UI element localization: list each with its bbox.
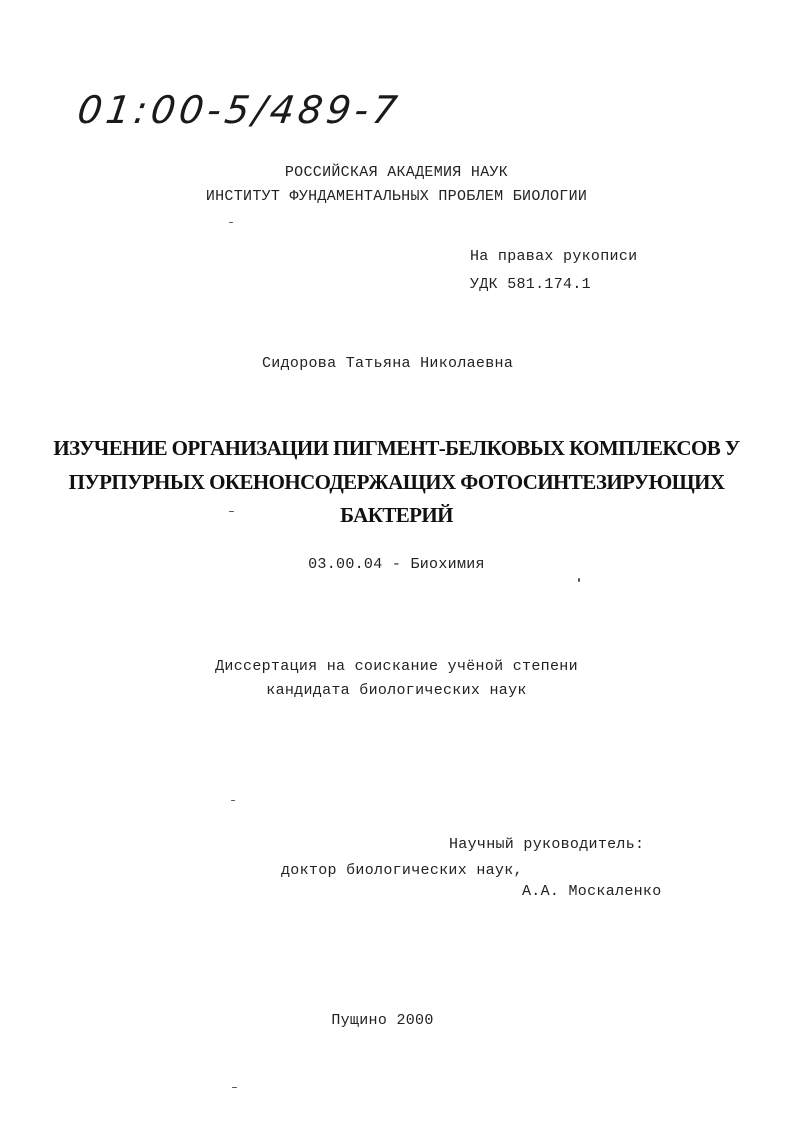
specialty-code: 03.00.04 - Биохимия xyxy=(308,556,485,573)
thesis-title-line-1: ИЗУЧЕНИЕ ОРГАНИЗАЦИИ ПИГМЕНТ-БЕЛКОВЫХ КОМПЛЕКСОВ У xyxy=(53,436,740,460)
author-name: Сидорова Татьяна Николаевна xyxy=(262,355,514,372)
degree-line-2: кандидата биологических наук xyxy=(266,682,527,699)
scan-speck xyxy=(578,578,580,582)
scan-speck xyxy=(232,1087,237,1088)
place-and-year: Пущино 2000 xyxy=(331,1012,434,1029)
institute-name: ИНСТИТУТ ФУНДАМЕНТАЛЬНЫХ ПРОБЛЕМ БИОЛОГИИ xyxy=(205,188,588,205)
supervisor-label: Научный руководитель: xyxy=(449,836,645,853)
scan-speck xyxy=(231,800,235,801)
degree-line-1: Диссертация на соискание учёной степени xyxy=(215,658,578,675)
scan-speck xyxy=(229,222,233,223)
manuscript-rights: На правах рукописи xyxy=(470,248,638,265)
thesis-title-line-2: ПУРПУРНЫХ ОКЕНОНСОДЕРЖАЩИХ ФОТОСИНТЕЗИРУЮЩИХ xyxy=(68,470,725,494)
supervisor-rank: доктор биологических наук, xyxy=(281,862,523,879)
udk-code: УДК 581.174.1 xyxy=(470,276,591,293)
thesis-title-line-3: БАКТЕРИЙ xyxy=(340,503,453,527)
academy-name: РОССИЙСКАЯ АКАДЕМИЯ НАУК xyxy=(284,164,509,181)
scan-speck xyxy=(229,511,234,512)
handwritten-archive-number: 01:00-5/489-7 xyxy=(74,88,404,132)
supervisor-name: А.А. Москаленко xyxy=(522,883,662,900)
